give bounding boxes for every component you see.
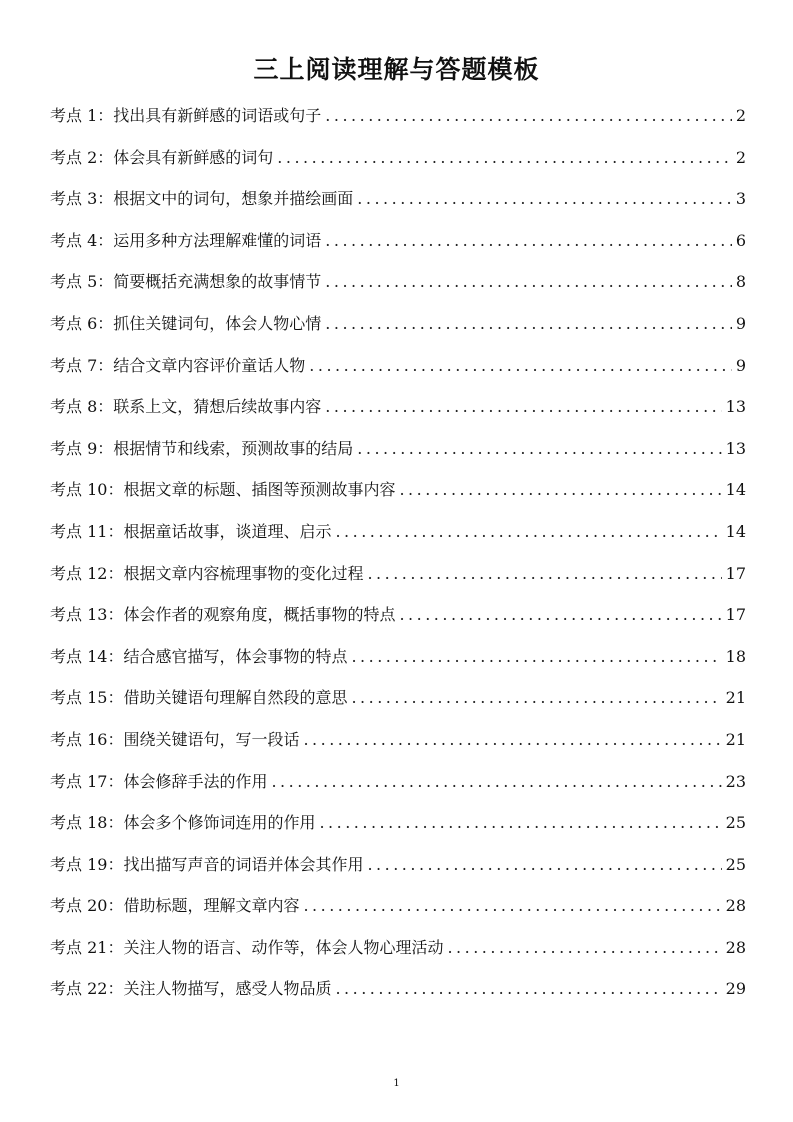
toc-entry[interactable] [50,519,746,561]
toc-leader-dots [303,730,721,749]
toc-entry-page: 28 [725,896,746,916]
toc-entry-page: 21 [725,688,746,708]
toc-entry[interactable] [50,685,746,727]
toc-entry-label: 考点 12：根据文章内容梳理事物的变化过程 [50,563,364,583]
toc-entry-label: 考点 5：简要概括充满想象的故事情节 [50,272,322,292]
toc-leader-dots [367,855,721,874]
toc-entry[interactable] [50,935,746,977]
toc-entry-page: 14 [725,521,746,541]
toc-entry-label: 考点 8：联系上文，猜想后续故事内容 [50,397,322,417]
toc-leader-dots [271,772,721,791]
toc-leader-dots [399,605,721,624]
toc-entry[interactable] [50,769,746,811]
toc-entry[interactable] [50,852,746,894]
toc-entry-page: 3 [735,189,746,209]
toc-entry-label: 考点 1：找出具有新鲜感的词语或句子 [50,106,322,125]
toc-entry-label: 考点 6：抓住关键词句，体会人物心情 [50,313,322,333]
toc-leader-dots [447,938,721,957]
toc-entry-page: 25 [725,813,746,833]
toc-entry-label: 考点 15：借助关键语句理解自然段的意思 [50,688,348,708]
toc-entry-page: 9 [735,313,746,333]
toc-entry-page: 17 [725,605,746,625]
toc-entry-page: 18 [725,646,746,666]
toc-entry-page: 6 [735,230,746,250]
toc-entry-label: 考点 20：借助标题，理解文章内容 [50,896,300,916]
toc-entry-label: 考点 22：关注人物描写，感受人物品质 [50,979,332,999]
toc-entry-label: 考点 16：围绕关键语句，写一段话 [50,729,300,749]
toc-entry[interactable] [50,893,746,935]
toc-entry-label: 考点 13：体会作者的观察角度，概括事物的特点 [50,605,396,625]
toc-entry[interactable] [50,269,746,311]
toc-entry-label: 考点 21：关注人物的语言、动作等，体会人物心理活动 [50,937,444,957]
toc-leader-dots [303,896,721,915]
document-title: 三上阅读理解与答题模板 [253,55,540,84]
toc-entry[interactable] [50,477,746,519]
table-of-contents [50,103,746,1018]
toc-entry[interactable] [50,103,746,145]
toc-entry[interactable] [50,561,746,603]
toc-entry-label: 考点 4：运用多种方法理解难懂的词语 [50,230,322,250]
toc-leader-dots [335,522,721,541]
toc-entry-page: 28 [725,937,746,957]
toc-entry-label: 考点 14：结合感官描写，体会事物的特点 [50,646,348,666]
toc-entry-page: 9 [735,355,746,375]
toc-entry-page: 8 [735,272,746,292]
toc-entry[interactable] [50,810,746,852]
toc-leader-dots [325,314,732,333]
toc-entry-label: 考点 7：结合文章内容评价童话人物 [50,355,306,375]
toc-leader-dots [319,813,721,832]
toc-leader-dots [357,189,732,208]
toc-leader-dots [351,688,721,707]
toc-entry-label: 考点 18：体会多个修饰词连用的作用 [50,813,316,833]
toc-entry[interactable] [50,727,746,769]
toc-entry[interactable] [50,145,746,187]
toc-leader-dots [325,106,732,125]
toc-leader-dots [367,564,721,583]
toc-entry-page: 17 [725,563,746,583]
toc-entry[interactable] [50,353,746,395]
toc-entry-label: 考点 9：根据情节和线索，预测故事的结局 [50,438,354,458]
toc-entry-page: 14 [725,480,746,500]
toc-leader-dots [309,356,732,375]
toc-entry-page: 13 [725,397,746,417]
toc-entry[interactable] [50,186,746,228]
toc-leader-dots [357,439,721,458]
toc-leader-dots [351,647,721,666]
toc-entry-page: 13 [725,438,746,458]
page-number: 1 [393,1078,400,1089]
toc-entry-page: 2 [735,106,746,125]
toc-leader-dots [399,480,721,499]
toc-entry-page: 29 [725,979,746,999]
toc-entry-label: 考点 10：根据文章的标题、插图等预测故事内容 [50,480,396,500]
toc-entry-page: 2 [735,147,746,167]
toc-leader-dots [277,148,732,167]
toc-entry-label: 考点 2：体会具有新鲜感的词句 [50,147,274,167]
toc-entry[interactable] [50,436,746,478]
toc-entry[interactable] [50,311,746,353]
toc-entry[interactable] [50,228,746,270]
toc-entry-label: 考点 11：根据童话故事，谈道理、启示 [50,521,332,541]
toc-entry-page: 23 [725,771,746,791]
toc-entry-page: 25 [725,854,746,874]
toc-leader-dots [335,979,721,998]
toc-entry[interactable] [50,976,746,1018]
toc-entry-page: 21 [725,729,746,749]
toc-leader-dots [325,231,732,250]
toc-leader-dots [325,397,721,416]
toc-entry-label: 考点 19：找出描写声音的词语并体会其作用 [50,854,364,874]
toc-entry[interactable] [50,602,746,644]
toc-entry[interactable] [50,644,746,686]
toc-entry-label: 考点 3：根据文中的词句，想象并描绘画面 [50,189,354,209]
toc-leader-dots [325,272,732,291]
toc-entry-label: 考点 17：体会修辞手法的作用 [50,771,268,791]
toc-entry[interactable] [50,394,746,436]
